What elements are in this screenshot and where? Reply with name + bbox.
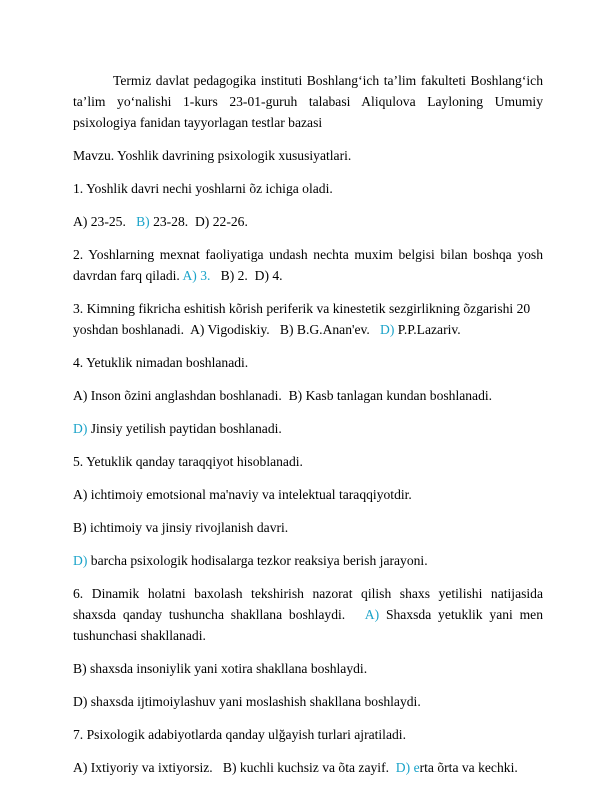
- option-d: D) 22-26.: [194, 214, 248, 229]
- answers-7: [73, 757, 543, 778]
- correct-marker: D): [73, 553, 88, 568]
- question-2: [73, 244, 543, 286]
- option-b: 23-28.: [153, 214, 189, 229]
- question-7: 7. Psixologik adabiyotlarda qanday ulğayish turlari ajratiladi.: [73, 727, 406, 742]
- option-b: B) B.G.Anan'ev.: [279, 322, 370, 337]
- option-a: A) Inson õzini anglashdan boshlanadi.: [73, 388, 282, 403]
- option-a: A) Vigodiskiy.: [190, 322, 270, 337]
- option-a: A) Ixtiyoriy va ixtiyorsiz.: [73, 760, 213, 775]
- answer-6-b: B) shaxsda insoniylik yani xotira shakllana boshlaydi.: [73, 661, 368, 676]
- correct-marker-letter: e: [413, 760, 420, 775]
- correct-marker: D): [73, 421, 88, 436]
- correct-marker: D): [395, 760, 411, 775]
- option-b: B) kuchli kuchsiz va õta zayif.: [222, 760, 389, 775]
- question-text: 6. Dinamik holatni baxolash tekshirish nazorat qilish shaxs yetilishi natijasida shaxsda qanday tushuncha shakllana boshlaydi.: [73, 586, 543, 622]
- intro-paragraph: Termiz davlat pedagogika instituti Boshlang‘ich ta’lim fakulteti Boshlang‘ich ta’lim yo‘nalishi 1-kurs 23-01-guruh talabasi Aliqulova Layloning Umumiy psixologiya fanidan tayyorlagan testlar bazasi: [73, 73, 543, 130]
- question-6: [73, 583, 543, 646]
- answer-6-d: D) shaxsda ijtimoiylashuv yani moslashish shakllana boshlaydi.: [73, 694, 421, 709]
- option-d: barcha psixologik hodisalarga tezkor reaksiya berish jarayoni.: [90, 553, 428, 568]
- question-1: 1. Yoshlik davri nechi yoshlarni õz ichiga oladi.: [73, 181, 333, 196]
- answers-1: [73, 211, 543, 232]
- option-d: rta õrta va kechki.: [419, 760, 518, 775]
- option-d: Jinsiy yetilish paytidan boshlanadi.: [90, 421, 282, 436]
- answer-5-d: [73, 550, 543, 571]
- correct-marker: D): [380, 322, 395, 337]
- option-a: A) 23-25.: [73, 214, 126, 229]
- correct-marker: B): [136, 214, 150, 229]
- answer-5-b: B) ichtimoiy va jinsiy rivojlanish davri.: [73, 520, 289, 535]
- answer-5-a: A) ichtimoiy emotsional ma'naviy va intelektual taraqqiyotdir.: [73, 487, 412, 502]
- question-text: 2. Yoshlarning mexnat faoliyatiga undash nechta muxim belgisi bilan boshqa yosh davrdan farq qiladi.: [73, 247, 543, 283]
- answers-4: [73, 385, 543, 406]
- correct-option-a: A) 3.: [182, 268, 211, 283]
- answer-4-d: [73, 418, 543, 439]
- question-4: 4. Yetuklik nimadan boshlanadi.: [73, 355, 249, 370]
- correct-marker: A): [364, 607, 380, 622]
- option-b: B) 2.: [220, 268, 248, 283]
- option-d: D) 4.: [254, 268, 283, 283]
- question-3: [73, 298, 543, 340]
- question-5: 5. Yetuklik qanday taraqqiyot hisoblanadi.: [73, 454, 303, 469]
- option-d: P.P.Lazariv.: [397, 322, 461, 337]
- topic-heading: Mavzu. Yoshlik davrining psixologik xususiyatlari.: [73, 148, 352, 163]
- document-body: [73, 70, 543, 778]
- option-a: Shaxsda yetuklik yani men tushunchasi shakllanadi.: [73, 607, 543, 643]
- option-b: B) Kasb tanlagan kundan boshlanadi.: [288, 388, 493, 403]
- question-text: 3. Kimning fikricha eshitish kõrish periferik va kinestetik sezgirlikning õzgarishi 20 yoshdan boshlanadi.: [73, 301, 531, 337]
